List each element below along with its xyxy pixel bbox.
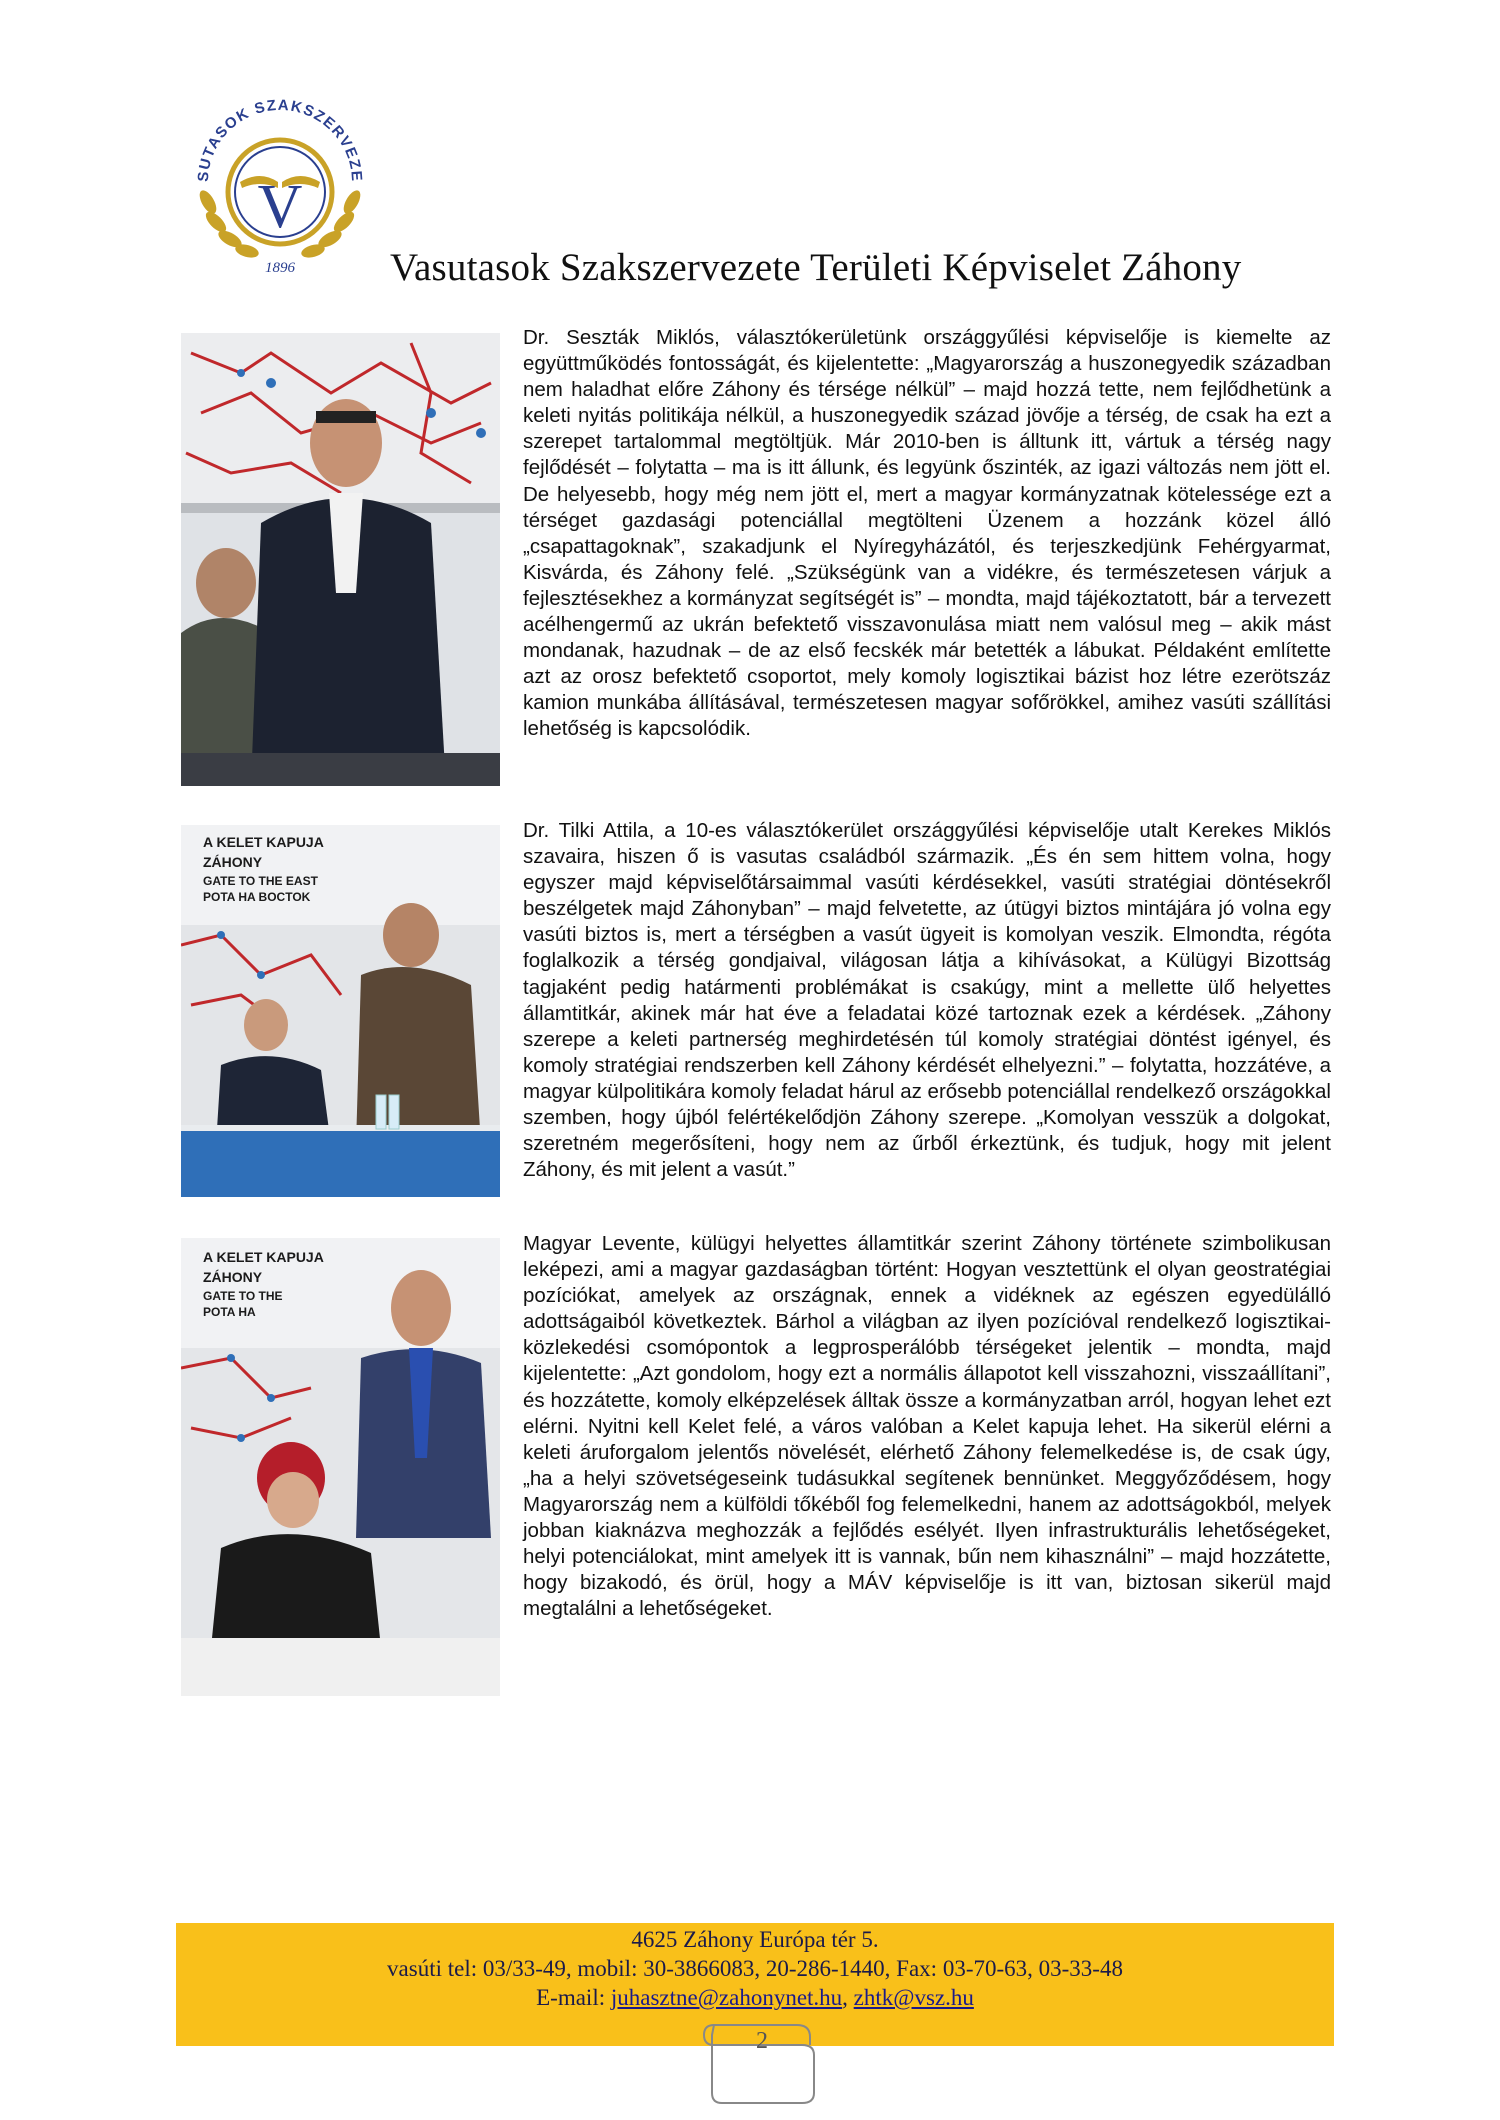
- email-link-zhtk[interactable]: zhtk@vsz.hu: [853, 1985, 974, 2010]
- photo-speaker-seszták: [181, 333, 500, 786]
- union-logo: [180, 82, 380, 282]
- photo-speaker-tilki: [181, 825, 500, 1197]
- page-title: Vasutasok Szakszervezete Területi Képviselet Záhony: [390, 246, 1242, 289]
- svg-text:ZÁHONY: ZÁHONY: [203, 854, 263, 870]
- footer-email-label: E-mail:: [536, 1985, 606, 2010]
- svg-text:A KELET KAPUJA: A KELET KAPUJA: [203, 1249, 324, 1265]
- photo-speaker-magyar: [181, 1238, 500, 1696]
- footer-email-separator: ,: [842, 1985, 848, 2010]
- svg-text:V: V: [257, 173, 303, 241]
- svg-text:ZÁHONY: ZÁHONY: [203, 1269, 263, 1285]
- svg-text:POTA HA: POTA HA: [203, 1305, 256, 1319]
- svg-text:GATE TO THE EAST: GATE TO THE EAST: [203, 874, 318, 888]
- footer-phones: vasúti tel: 03/33-49, mobil: 30-3866083, 20-286-1440, Fax: 03-70-63, 03-33-48: [387, 1956, 1123, 1981]
- svg-text:1896: 1896: [265, 260, 295, 276]
- svg-text:GATE TO THE: GATE TO THE: [203, 1289, 283, 1303]
- paragraph-magyar: Magyar Levente, külügyi helyettes államtitkár szerint Záhony története szimbolikusan leképezi, ami a magyar gazdaságban történt: Hogyan vesztettünk el olyan geostratégiai pozíciókat, amelyek az országnak, ennek a vidéknek az egészen egyedülálló adottságaiból következtek. Bárhol a világban az ilyen pozícióval rendelkező logisztikai-közlekedési csomópontok a legprosperálóbb térségeket jelentik – mondta, majd kijelentette: „Azt gondolom, hogy ezt a normális állapotot kell visszahozni, visszaállítani”, és hozzátette, komoly elképzelések álltak össze a kormányzatban arról, hogyan lehet ezt elérni. Nyitni kell Kelet felé, a város valóban a Kelet kapuja lehet. Ha sikerül elérni a keleti áruforgalom jelentős növelését, elérhető Záhony felemelkedése is, de csak úgy, „ha a helyi szövetségeseink tudásukkal segítenek bennünket. Meggyőződésem, hogy Magyarország nem a külföldi tőkéből fog felemelkedni, hanem az adottságokból, melyek jobban kiaknázva meghozzák a fejlődés esélyét. Ilyen infrastrukturális lehetőségeket, helyi potenciálokat, mint amelyek itt is vannak, bűn nem kihasználni” – majd hozzátette, hogy bizakodó, és örül, hogy a MÁV képviselője is itt van, biztosan sikerül majd megtalálni a lehetőségeket.: [523, 1232, 1331, 1621]
- svg-text:A KELET KAPUJA: A KELET KAPUJA: [203, 834, 324, 850]
- page-number: 2: [756, 2028, 768, 2054]
- svg-text:VASUTASOK SZAKSZERVEZETE: SUTASOK SZAKSZERVEZE: [194, 96, 366, 183]
- paragraph-tilki: Dr. Tilki Attila, a 10-es választókerület országgyűlési képviselője utalt Kerekes Miklós szavaira, hiszen ő is vasutas családból származik. „És én sem hittem volna, hogy egyszer majd képviselőtársaimmal vasúti kérdésekkel, vasúti stratégiai döntésekről beszélgetek majd Záhonyban” – majd felvetette, az útügyi biztos mintájára jó volna egy vasúti biztos is, mert a térségben a vasút ügyeit is komolyan veszik. Elmondta, régóta foglalkozik a térség gondjaival, világosan látja a kihívásokat, a Külügyi Bizottság tagjaként pedig határmenti problémákat is csakúgy, mint a mellette ülő helyettes államtitkár, akinek már hat éve a feladatai közé tartoznak ezek a kérdések. „Záhony szerepe a keleti partnerség meghirdetésén túl komoly stratégiai döntést igényel, és komoly stratégiai rendszerben kell Záhony kérdését elhelyezni.” – folytatta, hozzátéve, a magyar külpolitikára komoly feladat hárul az erősebb potenciállal rendelkező országokkal szemben, hogy újból felértékelődjön Záhony szerepe. „Komolyan vesszük a dolgokat, szeretném megerősíteni, hogy nem az űrből érkeztünk, és tudjuk, hogy mit jelent Záhony, és mit jelent a vasút.”: [523, 819, 1331, 1182]
- svg-text:POTA HA BOCTOK: POTA HA BOCTOK: [203, 890, 311, 904]
- footer-email-line: [176, 1983, 1334, 2012]
- email-link-juhasztne[interactable]: juhasztne@zahonynet.hu: [610, 1985, 843, 2010]
- footer-address: 4625 Záhony Európa tér 5.: [631, 1927, 879, 1952]
- paragraph-seszták: Dr. Seszták Miklós, választókerületünk országgyűlési képviselője is kiemelte az együttműködés fontosságát, és kijelentette: „Magyarország a huszonegyedik században nem haladhat előre Záhony és térsége nélkül” – majd hozzá tette, nem fejlődhetünk a keleti nyitás politikája nélkül, a huszonegyedik század jövője a térség, de csak ha ezt a szerepet tartalommal megtöltjük. Már 2010-ben is álltunk itt, vártuk a térség nagy fejlődését – folytatta – ma is itt állunk, és legyünk őszinték, az igazi változás nem jött el. De helyesebb, hogy még nem jött el, mert a magyar kormányzatnak kötelessége ezt a térséget gazdasági potenciállal megtölteni Üzenem a hozzánk közel álló „csapattagoknak”, szakadjunk el Nyíregyházától, és terjeszkedjünk Fehérgyarmat, Kisvárda, és Záhony felé. „Szükségünk van a vidékre, és természetesen várjuk a fejlesztésekhez a kormányzat segítségét is” – mondta, majd tájékoztatott, bár a tervezett acélhengermű az ukrán befektető visszavonulása miatt nem valósul meg – akik mást mondanak, hazudnak – de az első fecskék már betették a lábukat. Példaként említette azt az orosz befektető csoportot, mely komoly logisztikai bázist hoz létre ezerötszáz kamion munkába állításával, természetesen magyar sofőrökkel, amihez vasúti szállítási lehetőség is kapcsolódik.: [523, 326, 1331, 741]
